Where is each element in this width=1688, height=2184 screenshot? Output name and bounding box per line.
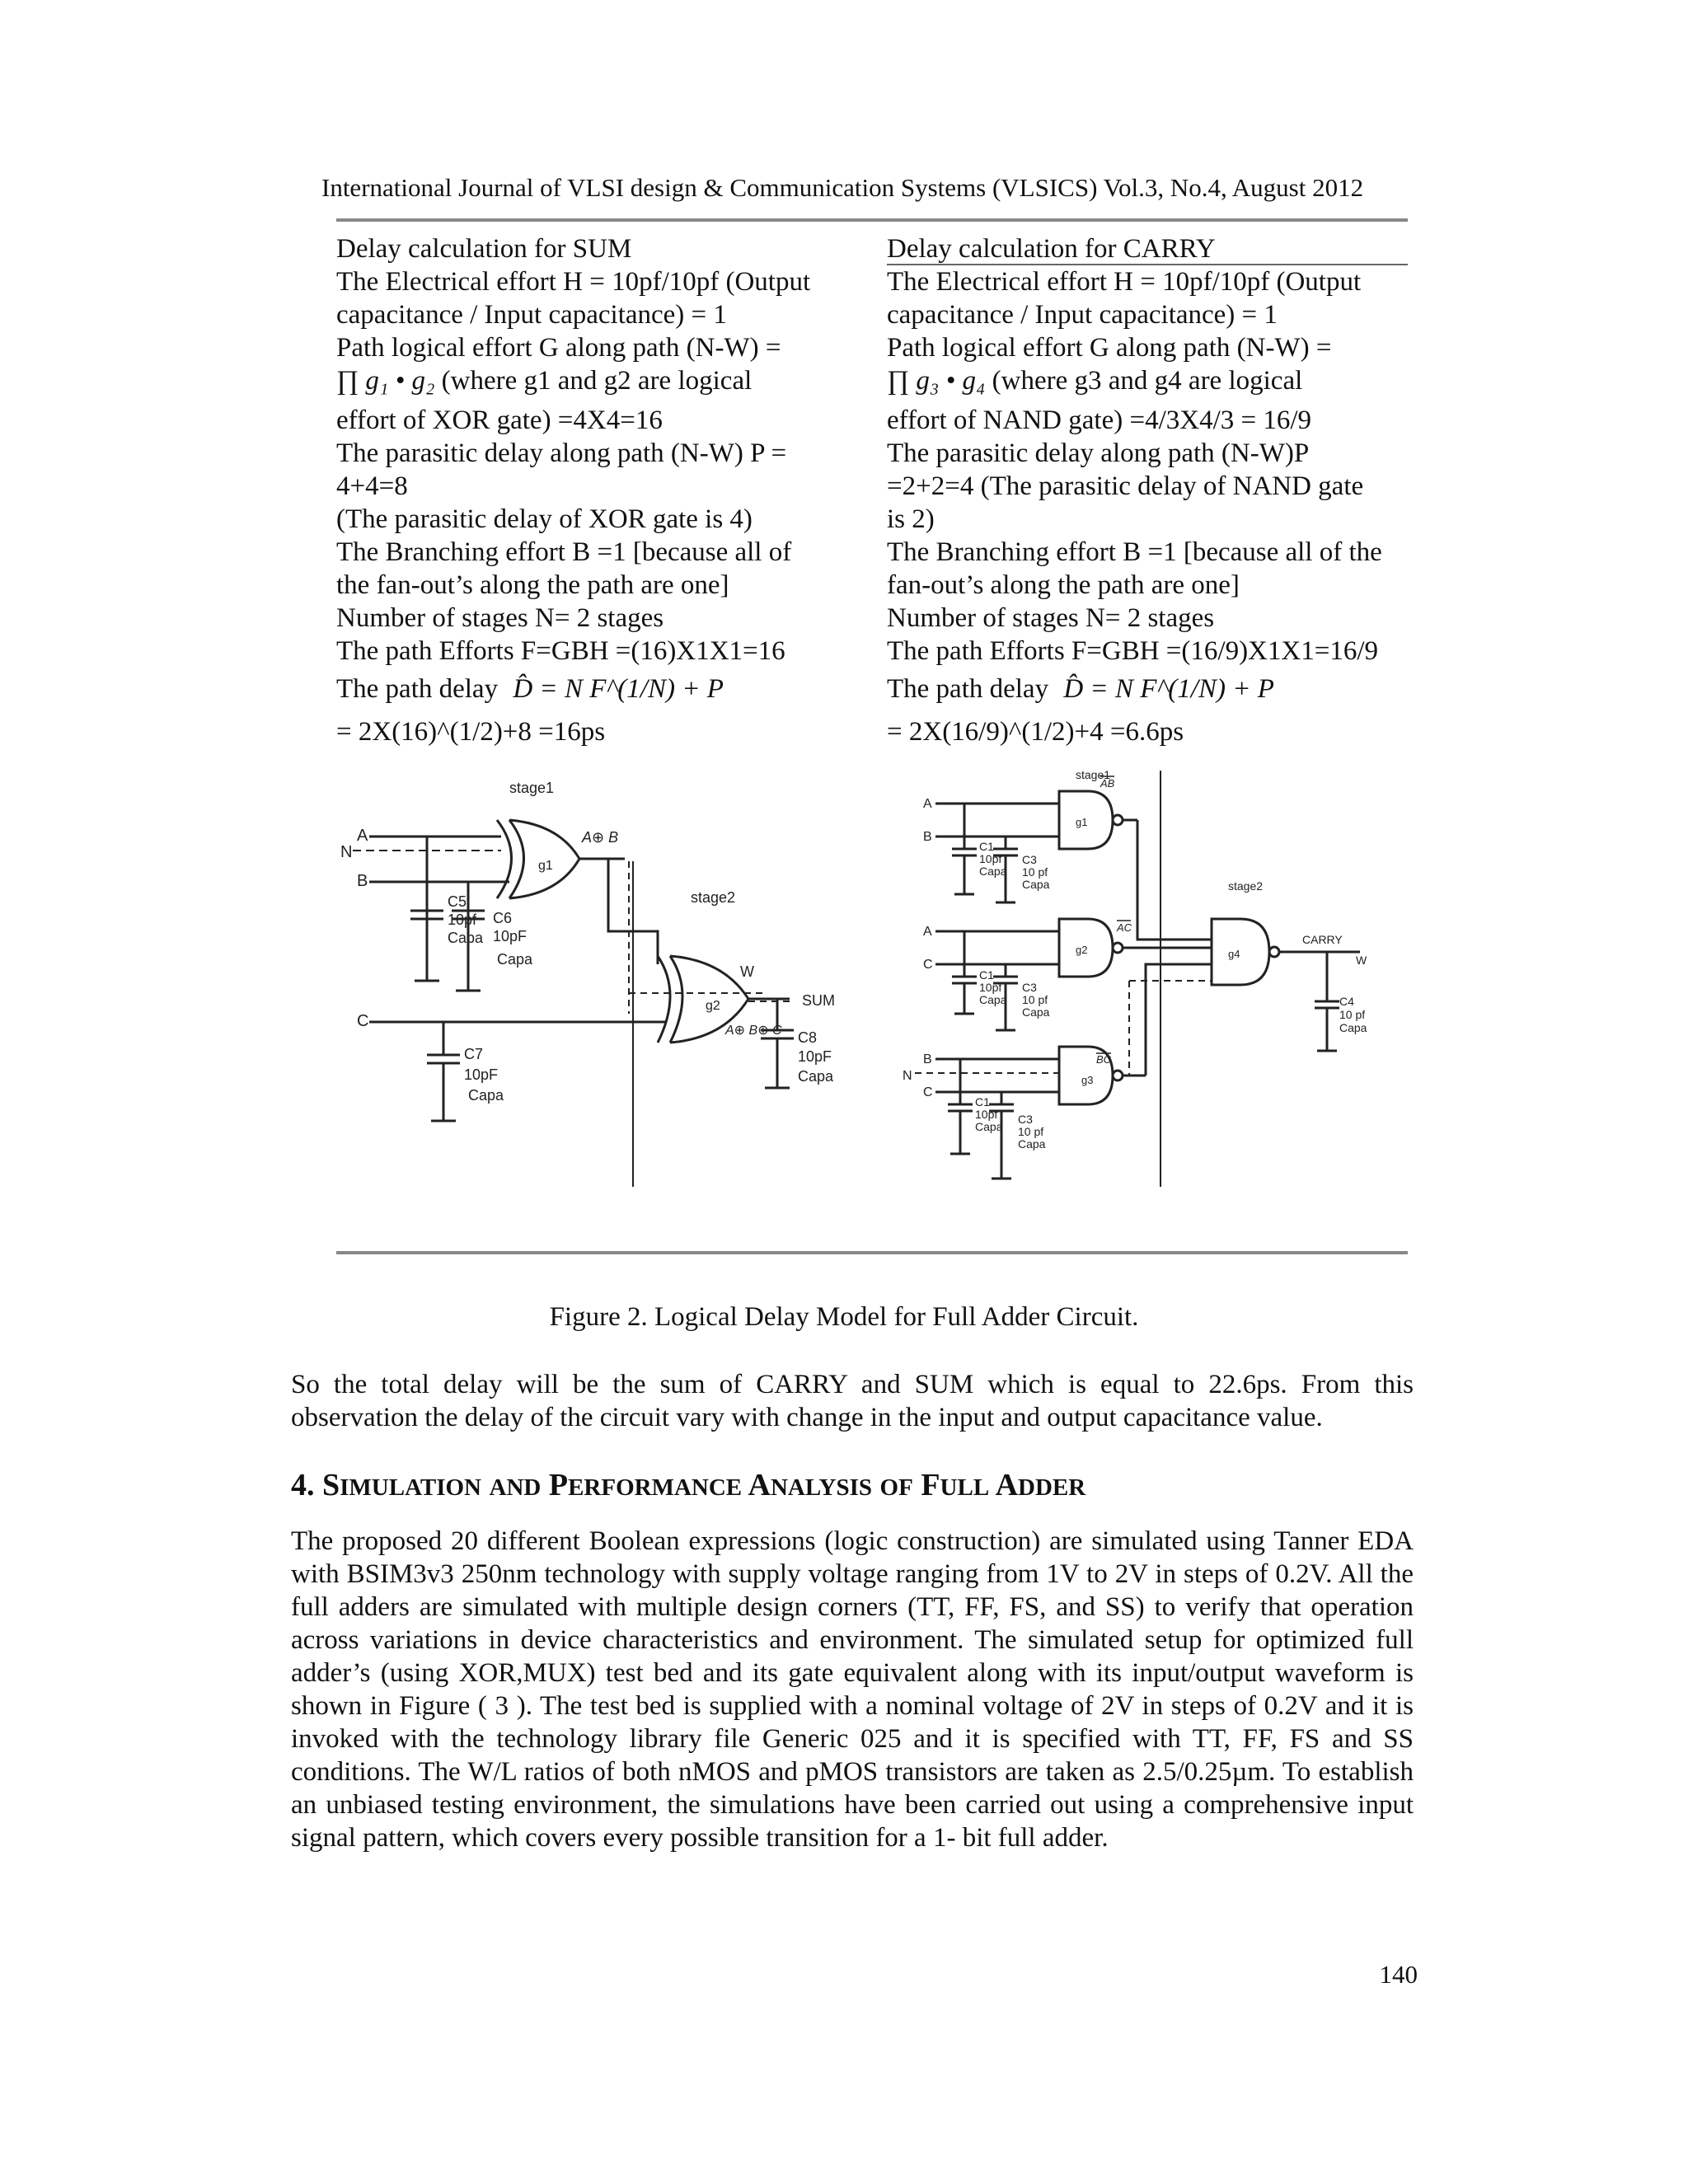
carry-c4-value: 10 pf [1339, 1008, 1366, 1021]
sum-line: 4+4=8 [336, 471, 408, 501]
carry-input-b3: B [923, 1052, 932, 1066]
carry-c4-capa: Capa [1339, 1021, 1367, 1034]
carry-product-line [887, 364, 1414, 404]
carry-gate-g3: g3 [1081, 1074, 1094, 1086]
carry-line: capacitance / Input capacitance) = 1 [887, 300, 1278, 330]
figure-bottom-rule [336, 1251, 1408, 1254]
carry-delay-column [887, 232, 1414, 748]
sum-line: Path logical effort G along path (N-W) = [336, 333, 781, 363]
sum-stage1-label: stage1 [509, 780, 555, 796]
carry-line: Number of stages N= 2 stages [887, 603, 1215, 633]
carry-line: =2+2=4 (The parasitic delay of NAND gate [887, 471, 1364, 501]
section-word: FULL [921, 1468, 990, 1502]
carry-c1-value-2: 10pf [979, 981, 1002, 994]
sum-product-line [336, 364, 864, 404]
section-word: OF [879, 1474, 913, 1501]
sum-c7-label: C7 [464, 1046, 484, 1062]
page-number: 140 [1379, 1960, 1418, 1989]
sum-c6-value: 10pF [493, 928, 528, 944]
carry-c1-capa-3: Capa [975, 1120, 1003, 1133]
sum-c6-label: C6 [493, 910, 513, 926]
sum-circuit-diagram [336, 775, 864, 1187]
carry-line: The path Efforts F=GBH =(16/9)X1X1=16/9 [887, 636, 1378, 666]
sum-c7-capa: Capa [468, 1087, 504, 1104]
sum-delay-line [336, 668, 864, 715]
carry-input-a2: A [923, 925, 932, 939]
sum-line: capacitance / Input capacitance) = 1 [336, 300, 727, 330]
carry-input-a1: A [923, 797, 932, 811]
sum-line: (The parasitic delay of XOR gate is 4) [336, 504, 753, 534]
carry-line: The Electrical effort H = 10pf/10pf (Output [887, 267, 1362, 297]
sum-delay-label: The path delay [336, 674, 499, 704]
carry-c3-label-1: C3 [1022, 853, 1037, 866]
carry-c1-label-3: C1 [975, 1095, 990, 1108]
running-header: International Journal of VLSI design & Communication Systems (VLSICS) Vol.3, No.4, August 2012 [321, 173, 1364, 202]
sum-line: The path Efforts F=GBH =(16)X1X1=16 [336, 636, 785, 666]
sum-c6-capa: Capa [497, 951, 533, 968]
carry-c3-label-2: C3 [1022, 981, 1037, 994]
sum-node-w: W [740, 963, 754, 980]
carry-line: The parasitic delay along path (N-W)P [887, 438, 1310, 468]
carry-line: effort of NAND gate) =4/3X4/3 = 16/9 [887, 405, 1312, 435]
carry-output-label: CARRY [1302, 933, 1343, 946]
carry-input-b1: B [923, 830, 932, 844]
carry-node-n: N [903, 1069, 912, 1083]
carry-gate-g1: g1 [1076, 816, 1088, 828]
carry-gate-g2: g2 [1076, 944, 1088, 956]
carry-circuit-diagram [898, 766, 1426, 1195]
sum-line: The parasitic delay along path (N-W) P = [336, 438, 787, 468]
carry-input-c3: C [923, 1085, 933, 1099]
carry-c1-value-1: 10pf [979, 852, 1002, 865]
carry-delay-formula: D̂ = N F^(1/N) + P [1063, 674, 1274, 704]
figure-caption: Figure 2. Logical Delay Model for Full Adder Circuit. [549, 1302, 1139, 1332]
body-paragraph-2: The proposed 20 different Boolean expressions (logic construction) are simulated using Tanner EDA with BSIM3v3 250nm technology with supply voltage ranging from 1V to 2V in steps of 0.2V. All the full adders are simulated with multiple design corners (TT, FF, FS, and SS) to verify that operation across variations in device characteristics and environment. The simulated setup for optimized full adder’s (using XOR,MUX) test bed and its gate equivalent along with its input/output waveform is shown in Figure ( 3 ). The test bed is supplied with a nominal voltage of 2V in steps of 0.2V and it is invoked with the technology library file Generic 025 and it is specified with TT, FF, FS and SS conditions. The W/L ratios of both nMOS and pMOS transistors are taken as 2.5/0.25µm. To establish an unbiased testing environment, the simulations have been carried out using a comprehensive input signal pattern, which covers every possible transition for a 1- bit full adder. [291, 1526, 1414, 1853]
carry-delay-line [887, 668, 1414, 715]
top-rule [336, 218, 1408, 222]
carry-c1-value-3: 10pf [975, 1108, 998, 1121]
carry-c1-capa-1: Capa [979, 865, 1007, 878]
sum-product-expr: ∏ g₁ • g₂ [336, 366, 435, 396]
carry-c1-label-2: C1 [979, 968, 994, 982]
sum-line: effort of XOR gate) =4X4=16 [336, 405, 663, 435]
sum-result: = 2X(16)^(1/2)+8 =16ps [336, 717, 606, 747]
body-paragraph-1: So the total delay will be the sum of CARRY and SUM which is equal to 22.6ps. From this observation the delay of the circuit vary with change in the input and output capacitance value. [291, 1370, 1414, 1432]
carry-c4-label: C4 [1339, 995, 1354, 1008]
carry-gate-g4: g4 [1228, 948, 1240, 960]
carry-stage1-label: stage1 [1076, 768, 1111, 781]
carry-c3-capa-1: Capa [1022, 878, 1050, 891]
sum-xor-ab-label: A⊕ B [582, 829, 619, 846]
carry-c1-label-1: C1 [979, 840, 994, 853]
sum-c8-label: C8 [798, 1029, 818, 1046]
carry-nand-ac: AC [1117, 921, 1132, 934]
sum-input-c: C [357, 1012, 369, 1030]
sum-gate-g2: g2 [706, 999, 720, 1013]
carry-title-underline [887, 264, 1408, 265]
carry-line: fan-out’s along the path are one] [887, 570, 1240, 600]
carry-nand-bc: BC [1096, 1053, 1112, 1066]
section-word: ANALYSIS [748, 1468, 873, 1502]
carry-c1-capa-2: Capa [979, 993, 1007, 1006]
sum-output-label: SUM [802, 992, 835, 1009]
section-word: AND [489, 1474, 542, 1501]
carry-c3-value-1: 10 pf [1022, 865, 1048, 879]
carry-c3-value-2: 10 pf [1022, 993, 1048, 1006]
carry-input-c2: C [923, 958, 933, 972]
sum-stage2-label: stage2 [691, 889, 736, 906]
carry-delay-label: The path delay [887, 674, 1049, 704]
carry-result: = 2X(16/9)^(1/2)+4 =6.6ps [887, 717, 1184, 747]
carry-c3-capa-3: Capa [1018, 1137, 1046, 1151]
sum-c7-value: 10pF [464, 1066, 499, 1083]
sum-input-b: B [357, 872, 368, 890]
sum-line: The Branching effort B =1 [because all of [336, 537, 792, 567]
carry-line: Path logical effort G along path (N-W) = [887, 333, 1332, 363]
section-word: PERFORMANCE [548, 1468, 743, 1502]
sum-product-note: (where g1 and g2 are logical [441, 366, 753, 396]
carry-product-expr: ∏ g₃ • g₄ [887, 366, 986, 396]
carry-product-note: (where g3 and g4 are logical [992, 366, 1303, 396]
sum-line: the fan-out’s along the path are one] [336, 570, 729, 600]
sum-input-a: A [357, 827, 368, 845]
sum-delay-formula: D̂ = N F^(1/N) + P [513, 674, 724, 704]
nand-gate-g4 [1212, 919, 1269, 985]
carry-line: The Branching effort B =1 [because all of the [887, 537, 1382, 567]
sum-c8-value: 10pF [798, 1048, 832, 1065]
carry-c3-value-3: 10 pf [1018, 1125, 1044, 1138]
sum-node-n: N [340, 843, 353, 861]
carry-line: is 2) [887, 504, 935, 534]
sum-line: Number of stages N= 2 stages [336, 603, 664, 633]
section-heading [291, 1467, 1085, 1503]
sum-xor-abc-label: A⊕ B⊕ C [725, 1024, 782, 1038]
sum-c8-capa: Capa [798, 1068, 834, 1085]
carry-column-title: Delay calculation for CARRY [887, 234, 1216, 264]
sum-gate-g1: g1 [538, 859, 553, 873]
section-word: SIMULATION [322, 1468, 482, 1502]
sum-column-title: Delay calculation for SUM [336, 234, 632, 264]
sum-delay-column [336, 232, 864, 748]
sum-c5-label: C5 [448, 893, 467, 910]
carry-node-w: W [1356, 954, 1367, 967]
section-word: ADDER [995, 1468, 1086, 1502]
section-number: 4. [291, 1468, 315, 1502]
carry-nand-ab: AB [1100, 777, 1115, 790]
carry-c3-capa-2: Capa [1022, 1005, 1050, 1019]
sum-c5-capa: Capa [448, 930, 484, 946]
carry-c3-label-3: C3 [1018, 1113, 1033, 1126]
sum-line: The Electrical effort H = 10pf/10pf (Output [336, 267, 811, 297]
sum-c5-value: 10pf [448, 912, 477, 928]
carry-stage2-label: stage2 [1228, 879, 1264, 893]
